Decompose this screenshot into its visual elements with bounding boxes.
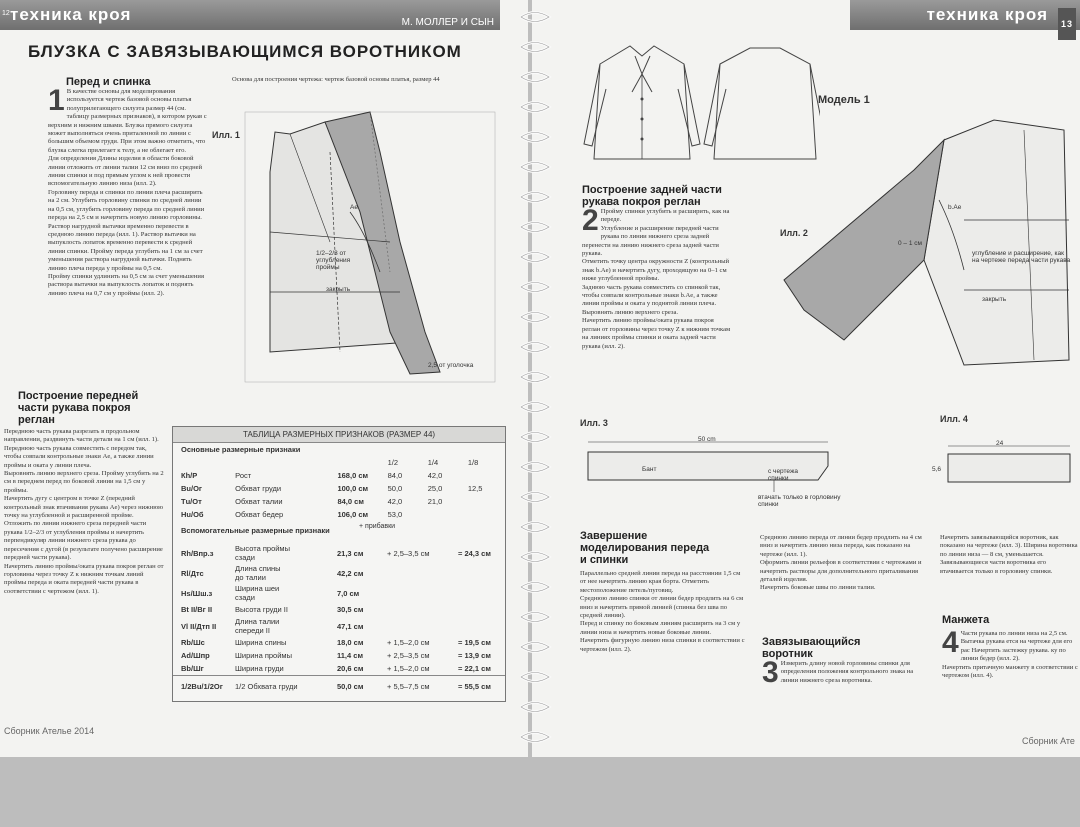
table-cell: Ad/Шпр: [181, 651, 210, 660]
paragraph: Измерить длину новой горловины спинки для определения положения контрольного знака на линии нижнего среза воротника.: [780, 660, 914, 684]
table-cell: 106,0 см: [337, 510, 369, 519]
binding-ring: [515, 70, 555, 84]
table-cell: [455, 603, 505, 616]
annotation: 0 – 1 см: [898, 240, 922, 247]
publisher-label: М. МОЛЛЕР И СЫН: [401, 17, 494, 28]
paragraph: Среднюю линию переда от линии бедер продлить на 4 см вниз и начертить линию низа переда, как показано на чертеже (илл. 1).: [760, 534, 922, 558]
section-heading: Завязывающийся воротник: [762, 636, 861, 660]
binding-ring: [515, 550, 555, 564]
annotation: углубление и расширение, как на чертеже переда части рукава: [972, 250, 1071, 264]
binding-ring: [515, 160, 555, 174]
table-cell: Rl/Дтс: [181, 568, 204, 578]
table-row: [173, 616, 505, 636]
section-back-text: [582, 204, 732, 351]
table-cell: 53,0: [387, 510, 403, 519]
binding-ring: [515, 130, 555, 144]
table-cell: = 13,9 см: [458, 651, 491, 660]
table-row: [173, 603, 505, 616]
table-cell: 50,0: [387, 484, 403, 493]
table-cell: Bt II/Вг II: [181, 605, 213, 614]
model-label: Модель 1: [818, 94, 870, 106]
illustration-label: Илл. 2: [780, 228, 808, 238]
table-cell: = 24,3 см: [458, 548, 491, 558]
table-cell: 100,0 см: [337, 484, 369, 493]
article-title: БЛУЗКА С ЗАВЯЗЫВАЮЩИМСЯ ВОРОТНИКОМ: [28, 42, 462, 61]
table-cell: Тu/От: [181, 497, 202, 506]
binding-ring: [515, 40, 555, 54]
paragraph: Начертить боковые швы по линии талии.: [760, 584, 876, 592]
table-cell: Vl II/Дтп II: [181, 621, 217, 631]
binding-ring: [515, 310, 555, 324]
illustration-label: Илл. 4: [940, 414, 968, 424]
table-row: [173, 583, 505, 603]
table-cell: + 5,5–7,5 см: [384, 676, 455, 697]
binding-ring: [515, 100, 555, 114]
table-cell: = 55,5 см: [455, 676, 505, 697]
paragraph: Пройму спинки углубить и расширить, как на переде.: [600, 208, 730, 224]
table-cell: Ширина спины: [235, 638, 287, 647]
binding-ring: [515, 400, 555, 414]
section-heading: Перед и спинка: [66, 76, 151, 88]
rubric-title: техника кроя: [926, 5, 1048, 24]
binding-ring: [515, 670, 555, 684]
table-cell: Высота груди II: [235, 605, 288, 614]
binding-ring: [515, 250, 555, 264]
table-cell: + 2,5–3,5 см: [387, 651, 430, 660]
binding-ring: [515, 460, 555, 474]
section-finish-text: [580, 570, 748, 654]
table-cell: + 2,5–3,5 см: [387, 548, 430, 558]
table-cell: 84,0: [387, 471, 403, 480]
table-cell: Длина спины до талии: [235, 564, 281, 582]
table-cell: [455, 616, 505, 636]
section-heading: Построение передней части рукава покроя реглан: [18, 390, 139, 426]
table-section-heading: Основные размерные признаки: [181, 445, 301, 454]
section-collar-text: [762, 656, 932, 689]
rubric-title: техника кроя: [10, 5, 132, 24]
table-row: [173, 495, 505, 508]
basic-measurements: [173, 456, 505, 521]
table-row: [173, 662, 505, 676]
paragraph: Заднюю часть рукава совместить со спинкой так, чтобы совпали контрольные знаки b.Ae, а также линии проймы и оката у поднятой линии плеча.: [582, 283, 721, 308]
binding-ring: [515, 610, 555, 624]
section-cuff-text: [942, 626, 1080, 680]
table-cell: 168,0 см: [337, 471, 369, 480]
collar-pattern: [584, 436, 834, 496]
annotation: 2,5 от уголочка: [428, 362, 474, 369]
table-cell: Обхват груди: [235, 484, 282, 493]
table-cell: 50,0 см: [334, 676, 384, 697]
annotation: 1/2–2/3 от углубления проймы: [316, 250, 351, 271]
binding-ring: [515, 220, 555, 234]
section-heading: Завершение моделирования переда и спинки: [580, 530, 710, 566]
table-cell: [455, 563, 505, 583]
footer: Сборник Ате: [1022, 736, 1075, 746]
table-cell: 20,6 см: [337, 664, 364, 673]
table-cell: 21,3 см: [337, 548, 364, 558]
paragraph: Части рукава по линии низа на 2,5 см. Вытачка рукава ется на чертеже для его рас Начертить застежку рукава. ку по линии бедер (илл. 2).: [960, 630, 1073, 663]
table-cell: Кh/Р: [181, 471, 198, 480]
binding-ring: [515, 490, 555, 504]
table-cell: [425, 508, 465, 521]
table-cell: 1/2: [387, 458, 399, 467]
table-title: ТАБЛИЦА РАЗМЕРНЫХ ПРИЗНАКОВ (РАЗМЕР 44): [173, 427, 505, 443]
table-cell: Ширина груди: [235, 664, 284, 673]
right-page: [532, 0, 1080, 757]
illustration-label: Илл. 3: [580, 418, 608, 428]
annotation: закрыть: [982, 296, 1007, 303]
paragraph: Углубление и расширение передней части рукава по линии нижнего среза задней перенести на линию нижнего среза задней части рукава.: [582, 224, 719, 258]
illustration-label: Илл. 1: [212, 130, 240, 140]
allowance-header: + прибавки: [359, 523, 396, 530]
table-cell: 7,0 см: [337, 588, 360, 598]
right-header: [850, 0, 1080, 30]
table-cell: [384, 603, 455, 616]
table-cell: 1/4: [427, 458, 439, 467]
table-cell: Обхват бедер: [235, 510, 284, 519]
column-3-text: [940, 534, 1080, 576]
binding-ring: [515, 580, 555, 594]
table-cell: Высота проймы сзади: [235, 544, 290, 562]
table-cell: Rh/Впр.з: [181, 548, 214, 558]
aux-measurements: [173, 543, 505, 696]
table-cell: [465, 469, 505, 482]
dropcap: 3: [762, 656, 779, 689]
table-cell: 42,0: [427, 471, 443, 480]
paragraph: Отложить по линии нижнего среза передней части рукава 1/2–2/3 от углубления проймы и начертить перпендикуляр линии нижнего среза рукава до пересечения с дугой (в результате получено расширение передней части рукава).: [4, 520, 163, 562]
table-cell: Вu/Ог: [181, 484, 203, 493]
section-heading: Построение задней части рукава покроя реглан: [582, 184, 722, 208]
section1-text: [48, 84, 208, 298]
binding-ring: [515, 730, 555, 744]
binding-ring: [515, 430, 555, 444]
pattern-caption: Основа для построения чертежа: чертеж базовой основы платья, размер 44: [232, 76, 440, 83]
paragraph: Выровнять линию верхнего среза.: [582, 308, 679, 316]
table-cell: 1/8: [467, 458, 479, 467]
section-heading: Манжета: [942, 614, 990, 626]
table-cell: 18,0 см: [337, 638, 364, 647]
table-cell: [465, 508, 505, 521]
dropcap: 4: [942, 626, 959, 659]
dimension-label: 5,6: [932, 466, 942, 473]
table-cell: Ширина проймы: [235, 651, 292, 660]
footer: Сборник Ателье 2014: [4, 726, 95, 736]
annotation: втачать только в горловину спинки: [758, 494, 841, 508]
table-row: [173, 636, 505, 649]
paragraph: Выровнять линию верхнего среза. Пройму углубить на 2 см в переднем перед по боковой линии на 1,5 см у проймы.: [4, 470, 164, 494]
table-cell: [455, 583, 505, 603]
dropcap: 1: [48, 84, 65, 117]
table-row: [173, 508, 505, 521]
table-cell: 1/2 Обхвата груди: [232, 676, 334, 697]
paragraph: Параллельно средней линии переда на расстоянии 1,5 см от нее начертить линию края борта. Отметить местоположение петель/пуговиц.: [580, 570, 741, 594]
paragraph: Пройму спинки удлинить на 0,5 см за счет уменьшения раствора вытачки на выпуклость лопаток и поднять линию плеча на 0,7 см у проймы (илл. 2).: [48, 272, 204, 297]
table-cell: 42,0: [387, 497, 403, 506]
table-cell: 12,5: [467, 484, 483, 493]
table-cell: = 19,5 см: [458, 638, 491, 647]
table-cell: [465, 495, 505, 508]
paragraph: Раствор нагрудной вытачки временно перевести в среднюю линию переда (илл. 1). Раствор вытачки на выпуклость лопаток временно перевести к средней линии спинки. Пройму переда углубить на 1 см за счет уменьшения раствора нагрудной вытачки. Поднять линию плеча переда у проймы на 0,5 см.: [48, 222, 203, 272]
section2-text: [4, 428, 164, 596]
paragraph: Переднюю часть рукава разрезать в продольном направлении, раздвинуть части детали на 1 см (илл. 1).: [4, 428, 159, 444]
collar-label: Бант: [642, 466, 657, 473]
page-number: 13: [1058, 8, 1076, 40]
annotation: с чертежа спинки: [768, 468, 798, 482]
binding-ring: [515, 370, 555, 384]
table-row: [173, 563, 505, 583]
table-cell: 11,4 см: [337, 651, 363, 660]
annotation: закрыть: [326, 286, 351, 293]
paragraph: Оформить линии рельефов в соответствии с чертежами и начертить растворы для дополнительного приталивания деталей изделия.: [760, 559, 922, 584]
dimension-label: 50 cm: [698, 436, 716, 443]
left-page: [0, 0, 528, 757]
dropcap: 2: [582, 204, 599, 237]
table-cell: Нs/Шш.з: [181, 588, 213, 598]
paragraph: Переднюю часть рукава совместить с передом так, чтобы совпали контрольные знаки Ae, а также линии проймы и оката у линии плеча.: [4, 444, 154, 469]
paragraph: Начертить притачную манжету в соответствии с чертежом (илл. 4).: [942, 663, 1078, 680]
table-cell: 84,0 см: [337, 497, 364, 506]
table-cell: Rb/Шс: [181, 638, 205, 647]
table-cell: Нu/Об: [181, 510, 204, 519]
table-row: [173, 543, 505, 563]
cuff-pattern: [944, 440, 1074, 490]
paragraph: Начертить линию проймы/оката рукава покроя реглан от горловины через точку Z к нижним точкам на линиях проймы спинки и оката задней части рукава (илл. 2).: [582, 317, 731, 350]
table-cell: Рост: [235, 471, 252, 480]
table-cell: [384, 616, 455, 636]
table-cell: 1/2Bu/1/2Ог: [173, 676, 232, 697]
paragraph: Горловину переда и спинки по линии плеча расширить на 2 см. Углубить горловину спинки по средней линии на 0,5 см, углубить горловину переда по средней линии переда на 2,5 см и начертить новую линию горловины.: [48, 188, 205, 222]
dimension-label: 24: [996, 440, 1004, 447]
paragraph: Отметить точку центра окружности Z (контрольный знак b.Ae) и начертить дугу, проходящую на 0–1 см ниже углубленной проймы.: [582, 258, 730, 283]
table-cell: 30,5 см: [337, 605, 364, 614]
binding-ring: [515, 340, 555, 354]
table-cell: [384, 583, 455, 603]
table-cell: + 1,5–2,0 см: [387, 664, 430, 673]
paragraph: Начертить завязывающийся воротник, как показано на чертеже (илл. 3). Ширина воротника по линии низа — 8 см, уменьшается. Завязывающиеся части воротника его втачивается только в горловину спинки.: [940, 534, 1078, 575]
binding-ring: [515, 10, 555, 24]
table-cell: 25,0: [427, 484, 443, 493]
paragraph: Для определения Длины изделия в области боковой линии отложить от линии талии 12 см вниз по средней линии спинки и под прямым углом к ней провести вспомогательную линию низа (илл. 2).: [48, 155, 203, 188]
paragraph: Среднюю линию спинки от линии бедер продлить на 6 см вниз и начертить прямой линией (спинка без шва по средней линии).: [580, 595, 744, 620]
table-row: [173, 482, 505, 495]
table-cell: 21,0: [427, 497, 443, 506]
table-total-row: [173, 676, 505, 697]
table-cell: Обхват талии: [235, 497, 283, 506]
binding-ring: [515, 520, 555, 534]
table-cell: Bb/Шг: [181, 664, 204, 673]
table-cell: [384, 563, 455, 583]
table-section-heading: Вспомогательные размерные признаки: [181, 526, 330, 535]
column-2-text: [760, 534, 930, 593]
paragraph: Начертить фигурную линию низа спинки в соответствии с чертежом (илл. 2).: [580, 637, 745, 653]
binding-ring: [515, 640, 555, 654]
table-cell: 47,1 см: [337, 621, 364, 631]
table-cell: = 22,1 см: [458, 664, 491, 673]
paragraph: Начертить дугу с центром в точке Z (передний контрольный знак втачивания рукава Ae) через нижнюю точку на углубленной и расширенной пройме.: [4, 495, 164, 520]
table-cell: Ширина шеи сзади: [235, 584, 280, 602]
paragraph: Начертить линию проймы/оката рукава покроя реглан от горловины через точку Z к нижним точкам линий проймы переда и оката передней части рукава в соответствии с чертежом (илл. 1).: [4, 562, 164, 595]
left-header: [0, 0, 500, 30]
binding-ring: [515, 280, 555, 294]
paragraph: В качестве основы для моделирования используется чертеж базовой основы платья полуприлегающего силуэта размер 44 (см. таблицу размерных признаков), в котором рукав с верхним и нижним швами. Блузка прямого силуэта может выполняться очень приталенной по линии с большим объемом груди. При этом важно отметить, что блузка слегка прилегает к телу, а не облегает его.: [48, 88, 207, 154]
pattern-illustration-1: [230, 92, 520, 392]
table-row: [173, 649, 505, 662]
table-cell: 42,2 см: [337, 568, 364, 578]
annotation: Ae: [350, 204, 358, 211]
pattern-illustration-2: [764, 110, 1080, 380]
spiral-binding: [515, 0, 555, 757]
annotation: b.Ae: [948, 204, 962, 211]
table-cell: Длина талии спереди II: [235, 617, 280, 635]
table-row: [173, 469, 505, 482]
paragraph: Перед и спинку по боковым линиям расширить на 3 см у линии низа и начертить новые боковые линии.: [580, 620, 741, 636]
page-number: 12: [2, 10, 10, 17]
binding-ring: [515, 700, 555, 714]
measurements-table: [172, 426, 506, 702]
binding-ring: [515, 190, 555, 204]
table-header-row: [173, 456, 505, 469]
table-cell: + 1,5–2,0 см: [387, 638, 430, 647]
